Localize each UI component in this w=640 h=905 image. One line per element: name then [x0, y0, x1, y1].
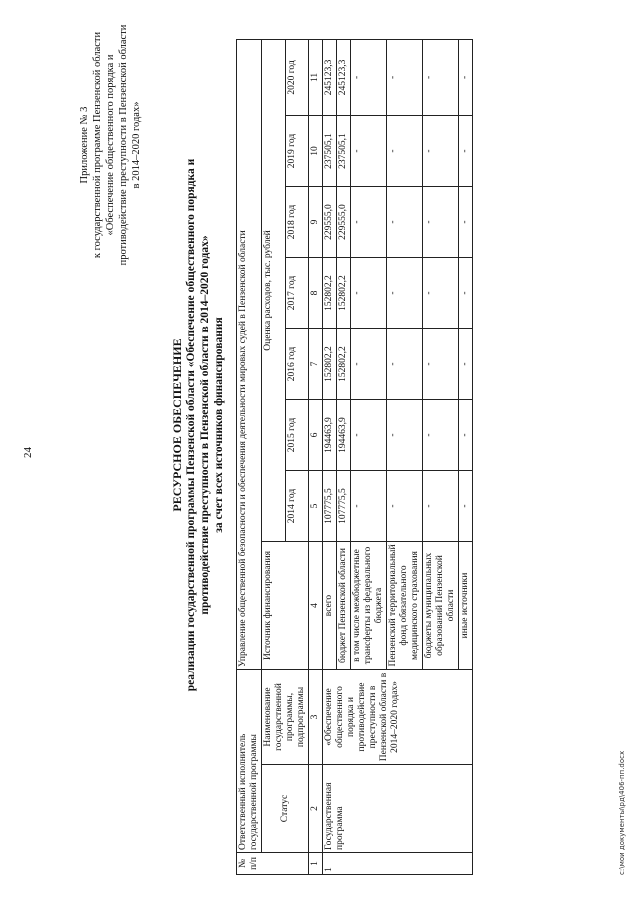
value-cell: - — [459, 471, 473, 542]
source-cell: иные источники — [459, 542, 473, 670]
title-line-3: противодействие преступности в Пензенской области в 2014–2020 годах» — [199, 235, 211, 615]
value-cell: - — [387, 39, 423, 115]
value-cell: - — [387, 116, 423, 187]
header-name: Наименование государственной программы, подпрограммы — [262, 670, 309, 765]
year-2019: 2019 год — [285, 116, 309, 187]
col-number: 9 — [309, 187, 323, 258]
value-cell: 229555,0 — [323, 187, 337, 258]
col-number: 8 — [309, 258, 323, 329]
value-cell: 152802,2 — [323, 258, 337, 329]
value-cell: 107775,5 — [337, 471, 351, 542]
appendix-block — [78, 0, 143, 290]
value-cell: - — [459, 187, 473, 258]
value-cell: - — [423, 258, 459, 329]
value-cell: 152802,2 — [323, 329, 337, 400]
appendix-line-4: противодействие преступности в Пензенской области — [118, 24, 129, 266]
header-row-2 — [262, 39, 286, 874]
value-cell: 245123,3 — [323, 39, 337, 115]
value-cell: 194463,9 — [337, 400, 351, 471]
source-cell: всего — [323, 542, 337, 670]
value-cell: - — [459, 400, 473, 471]
col-number: 2 — [309, 765, 323, 853]
col-number: 11 — [309, 39, 323, 115]
value-cell: - — [423, 187, 459, 258]
year-2020: 2020 год — [285, 39, 309, 115]
footer-file-path: c:\мои документы\рд\406-пп.docx — [618, 750, 626, 875]
col-number: 10 — [309, 116, 323, 187]
value-cell: 237505,1 — [337, 116, 351, 187]
value-cell: 152802,2 — [337, 258, 351, 329]
value-cell: - — [387, 471, 423, 542]
year-2018: 2018 год — [285, 187, 309, 258]
value-cell: - — [387, 400, 423, 471]
value-cell: - — [423, 400, 459, 471]
source-cell: Пензенский территориальный фонд обязательного медицинского страхования — [387, 542, 423, 670]
appendix-line-1: Приложение № 3 — [79, 106, 90, 184]
value-cell: 229555,0 — [337, 187, 351, 258]
page-number: 24 — [22, 447, 34, 458]
document-title — [170, 35, 226, 815]
col-number: 6 — [309, 400, 323, 471]
col-number: 1 — [309, 853, 323, 875]
value-cell: - — [351, 258, 387, 329]
value-cell: - — [459, 116, 473, 187]
value-cell: - — [351, 329, 387, 400]
header-estimate: Оценка расходов, тыс. рублей — [262, 39, 286, 541]
value-cell: - — [423, 329, 459, 400]
value-cell: - — [459, 329, 473, 400]
value-cell: - — [351, 39, 387, 115]
value-cell: - — [423, 116, 459, 187]
col-number: 7 — [309, 329, 323, 400]
header-status: Статус — [262, 765, 309, 853]
year-2017: 2017 год — [285, 258, 309, 329]
appendix-line-2: к государственной программе Пензенской области — [92, 31, 103, 259]
column-number-row — [309, 39, 323, 874]
col-number: 4 — [309, 542, 323, 670]
header-source: Источник финансирования — [262, 542, 309, 670]
value-cell: - — [459, 258, 473, 329]
value-cell: 245123,3 — [337, 39, 351, 115]
col-number: 3 — [309, 670, 323, 765]
col-number: 5 — [309, 471, 323, 542]
value-cell: - — [351, 400, 387, 471]
table-row — [323, 39, 337, 874]
title-line-1: РЕСУРСНОЕ ОБЕСПЕЧЕНИЕ — [170, 338, 184, 512]
header-responsible: Ответственный исполнитель государственной программы — [237, 670, 262, 853]
appendix-line-5: в 2014–2020 годах» — [131, 101, 142, 189]
value-cell: 194463,9 — [323, 400, 337, 471]
value-cell: - — [351, 187, 387, 258]
value-cell: 107775,5 — [323, 471, 337, 542]
value-cell: - — [387, 187, 423, 258]
year-2014: 2014 год — [285, 471, 309, 542]
value-cell: 152802,2 — [337, 329, 351, 400]
resource-table — [236, 39, 473, 875]
row-status: Государственная программа — [323, 765, 473, 853]
value-cell: - — [459, 39, 473, 115]
title-line-4: за счет всех источников финансирования — [213, 317, 225, 533]
source-cell: бюджет Пензенской области — [337, 542, 351, 670]
source-cell: бюджеты муниципальных образований Пензенской области — [423, 542, 459, 670]
header-num: № п/п — [237, 853, 309, 875]
value-cell: - — [387, 329, 423, 400]
value-cell: - — [387, 258, 423, 329]
header-management: Управление общественной безопасности и обеспечения деятельности мировых судей в Пензенской области — [237, 39, 262, 669]
value-cell: - — [351, 116, 387, 187]
value-cell: - — [351, 471, 387, 542]
year-2015: 2015 год — [285, 400, 309, 471]
value-cell: - — [423, 39, 459, 115]
value-cell: 237505,1 — [323, 116, 337, 187]
header-row-1 — [237, 39, 262, 874]
value-cell: - — [423, 471, 459, 542]
year-2016: 2016 год — [285, 329, 309, 400]
row-num: 1 — [323, 853, 473, 875]
row-program-name: «Обеспечение общественного порядка и противодействие преступности в Пензенской области в 2014–2020 годах» — [323, 670, 473, 765]
title-line-2: реализации государственной программы Пензенской области «Обеспечение общественного порядка и — [185, 158, 197, 692]
source-cell: в том числе межбюджетные трансферты из федерального бюджета — [351, 542, 387, 670]
appendix-line-3: «Обеспечение общественного порядка и — [105, 54, 116, 236]
